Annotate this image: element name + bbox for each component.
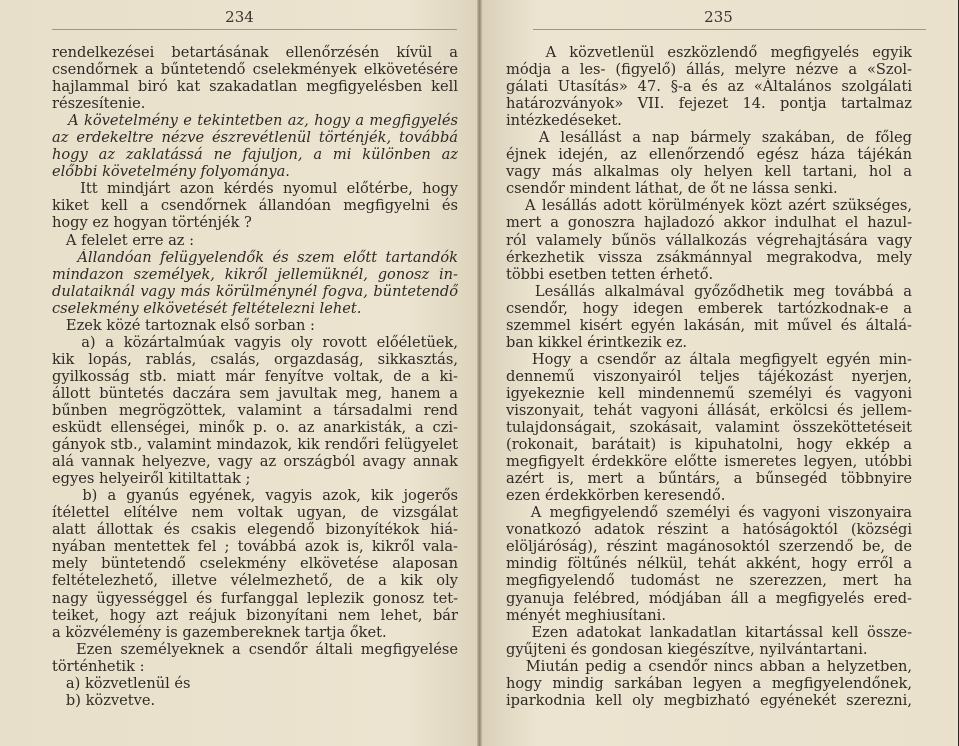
right-page: [479, 0, 958, 746]
text-line: mindazon személyek, kikről jellemüknél, gonosz in-: [52, 265, 458, 283]
text-line: csendőrnek a bűntetendő cselekmények elkövetésére: [52, 61, 458, 79]
text-line: többi esetben tetten érhető.: [506, 265, 714, 283]
text-line: Állandóan felügyelendők és szem előtt tartandók: [52, 248, 458, 266]
text-line: A követelmény e tekintetben az, hogy a megfigyelés: [52, 112, 458, 130]
text-line: hogy ez hogyan történjék ?: [52, 214, 252, 232]
text-line: A közvetlenül eszközlendő megfigyelés egyik: [506, 44, 912, 61]
text-line: bűnben megrögzöttek, valamint a társadalmi rend: [52, 401, 458, 419]
text-line: nyában mentettek fel ; továbbá azok is, kikről vala-: [52, 538, 458, 556]
text-line: A megfigyelendő személyi és vagyoni viszonyaira: [506, 504, 912, 522]
text-line: a közvélemény is gazembereknek tartja őket.: [52, 623, 387, 641]
text-line: mely büntetendő cselekmény elkövetése alaposan: [52, 555, 458, 573]
text-line: hajlammal biró kat szakadatlan megfigyelésben kell: [52, 78, 458, 96]
text-line: a) a közártalmúak vagyis oly rovott előéletüek,: [52, 333, 458, 351]
text-line: ményét meghiusítani.: [506, 606, 666, 624]
text-line: A lesállás adott körülmények közt azért szükséges,: [506, 197, 912, 215]
text-line: b) közvetve.: [52, 691, 156, 709]
header-rule: [533, 29, 926, 30]
text-line: az erdekeltre nézve észrevétlenül történjék, továbbá: [52, 129, 458, 147]
text-line: kiket kell a csendőrnek állandóan megfigyelni és: [52, 197, 458, 215]
text-line: gyilkosság stb. miatt már fenyítve voltak, de a ki-: [52, 367, 458, 385]
text-line: gányok stb., valamint mindazok, kik rendőri felügyelet: [52, 436, 458, 454]
page-number: 235: [704, 8, 733, 26]
text-line: nagy ügyességgel és furfanggal leplezik gonosz tet-: [52, 589, 458, 607]
text-line: intézkedéseket.: [506, 112, 622, 130]
text-line: csendőr, hogy idegen emberek tartózkodnak-e a: [506, 299, 912, 317]
text-line: gyűjteni és gondosan kiegészítve, nyilvántartani.: [506, 640, 868, 658]
text-line: megfigyelendő tudomást ne szerezzen, mert ha: [506, 572, 912, 590]
header-rule: [52, 29, 457, 30]
text-line: hogy mindig sarkában legyen a megfigyelendőnek,: [506, 674, 912, 692]
text-line: teiket, hogy azt reájuk bizonyítani nem lehet, bár: [52, 606, 458, 624]
text-line: mindig föltűnés nélkül, tehát akként, hogy erről a: [506, 555, 912, 573]
text-line: alatt állottak és csakis elegendő bizonyítékok hiá-: [52, 521, 458, 539]
text-line: hogy az zaklatássá ne fajuljon, a mi különben az: [52, 146, 458, 164]
text-line: Hogy a csendőr az általa megfigyelt egyén min-: [506, 350, 912, 368]
text-line: alá vannak helyezve, vagy az országból avagy annak: [52, 453, 458, 471]
text-line: iparkodnia kell oly megbizható egyénekét szerezni,: [506, 691, 912, 709]
text-line: Lesállás alkalmával győződhetik meg továbbá a: [506, 282, 912, 300]
text-line: előbbi követelmény folyománya.: [52, 163, 290, 181]
text-line: dulataiknál vagy más körülménynél fogva, büntetendő: [52, 282, 458, 300]
text-line: állott büntetés daczára sem javultak meg, hanem a: [52, 384, 458, 402]
text-line: Ezen adatokat lankadatlan kitartással kell össze-: [506, 623, 912, 641]
text-line: kik lopás, rablás, csalás, orgazdaság, sikkasztás,: [52, 350, 458, 368]
text-line: vonatkozó adatok részint a hatóságoktól (községi: [506, 521, 912, 539]
text-line: éjnek idején, az ellenőrzendő egész háza tájékán: [506, 146, 912, 164]
text-line: Itt mindjárt azon kérdés nyomul előtérbe, hogy: [52, 180, 458, 198]
text-line: gyanuja felébred, módjában áll a megfigyelés ered-: [506, 589, 912, 607]
text-line: mert a gonoszra hajladozó akkor indulhat el hazul-: [506, 214, 912, 232]
right-page-text: [506, 44, 912, 709]
page-number: 234: [225, 8, 254, 26]
text-line: tulajdonságait, szokásait, valamint összeköttetéseit: [506, 419, 912, 437]
text-line: esküdt ellenségei, minők p. o. az anarkisták, a czi-: [52, 419, 458, 437]
text-line: azért is, mert a bűntárs, a bűnsegéd többnyire: [506, 470, 912, 488]
text-line: ítélettel elítélve nem voltak ugyan, de vizsgálat: [52, 504, 458, 522]
text-line: A felelet erre az :: [52, 231, 195, 249]
text-line: megfigyelt érdekköre előtte ismeretes legyen, utóbbi: [506, 453, 912, 471]
text-line: vagy más alkalmas oly helyen kell tartani, hol a: [506, 163, 912, 181]
text-line: cselekmény elkövetését feltételezni lehet.: [52, 299, 362, 317]
text-line: dennemű viszonyairól teljes tájékozást nyerjen,: [506, 367, 912, 385]
left-page-text: [52, 44, 458, 709]
text-line: Ezek közé tartoznak első sorban :: [52, 316, 315, 334]
text-line: a) közvetlenül és: [52, 674, 191, 692]
book-gutter: [477, 0, 482, 746]
text-line: elöljáróság), részint magánosoktól szerzendő be, de: [506, 538, 912, 556]
text-line: igyekeznie kell mindennemű személyi és vagyoni: [506, 384, 912, 402]
text-line: részesítenie.: [52, 95, 146, 113]
text-line: A lesállást a nap bármely szakában, de főleg: [506, 129, 912, 147]
text-line: történhetik :: [52, 657, 145, 675]
text-line: egyes helyeiről kitiltattak ;: [52, 470, 251, 488]
text-line: viszonyait, tehát vagyoni állását, erkölcsi és jellem-: [506, 401, 912, 419]
text-line: szemmel kisért egyén lakásán, mit művel és általá-: [506, 316, 912, 334]
text-line: Ezen személyeknek a csendőr általi megfigyelése: [52, 640, 458, 658]
text-line: rendelkezései betartásának ellenőrzésén kívül a: [52, 44, 458, 61]
text-line: érkezhetik vissza zsákmánnyal megrakodva, mely: [506, 248, 912, 266]
text-line: határozványok» VII. fejezet 14. pontja tartalmaz: [506, 95, 912, 113]
text-line: ról valamely bűnös vállalkozás végrehajtására vagy: [506, 231, 912, 249]
text-line: gálati Utasítás» 47. §-a és az «Általános szolgálati: [506, 78, 912, 96]
text-line: csendőr mindent láthat, de őt ne lássa senki.: [506, 180, 838, 198]
text-line: (rokonait, barátait) is kipuhatolni, hogy ekkép a: [506, 436, 912, 454]
left-page: [0, 0, 479, 746]
text-line: feltételezhető, illetve vélelmezhető, de a kik oly: [52, 572, 458, 590]
text-line: módja a les- (figyelő) állás, melyre nézve a «Szol-: [506, 61, 912, 79]
text-line: Miután pedig a csendőr nincs abban a helyzetben,: [506, 657, 912, 675]
text-line: ban kikkel érintkezik ez.: [506, 333, 688, 351]
text-line: b) a gyanús egyének, vagyis azok, kik jogerős: [52, 487, 458, 505]
text-line: ezen érdekkörben keresendő.: [506, 487, 726, 505]
